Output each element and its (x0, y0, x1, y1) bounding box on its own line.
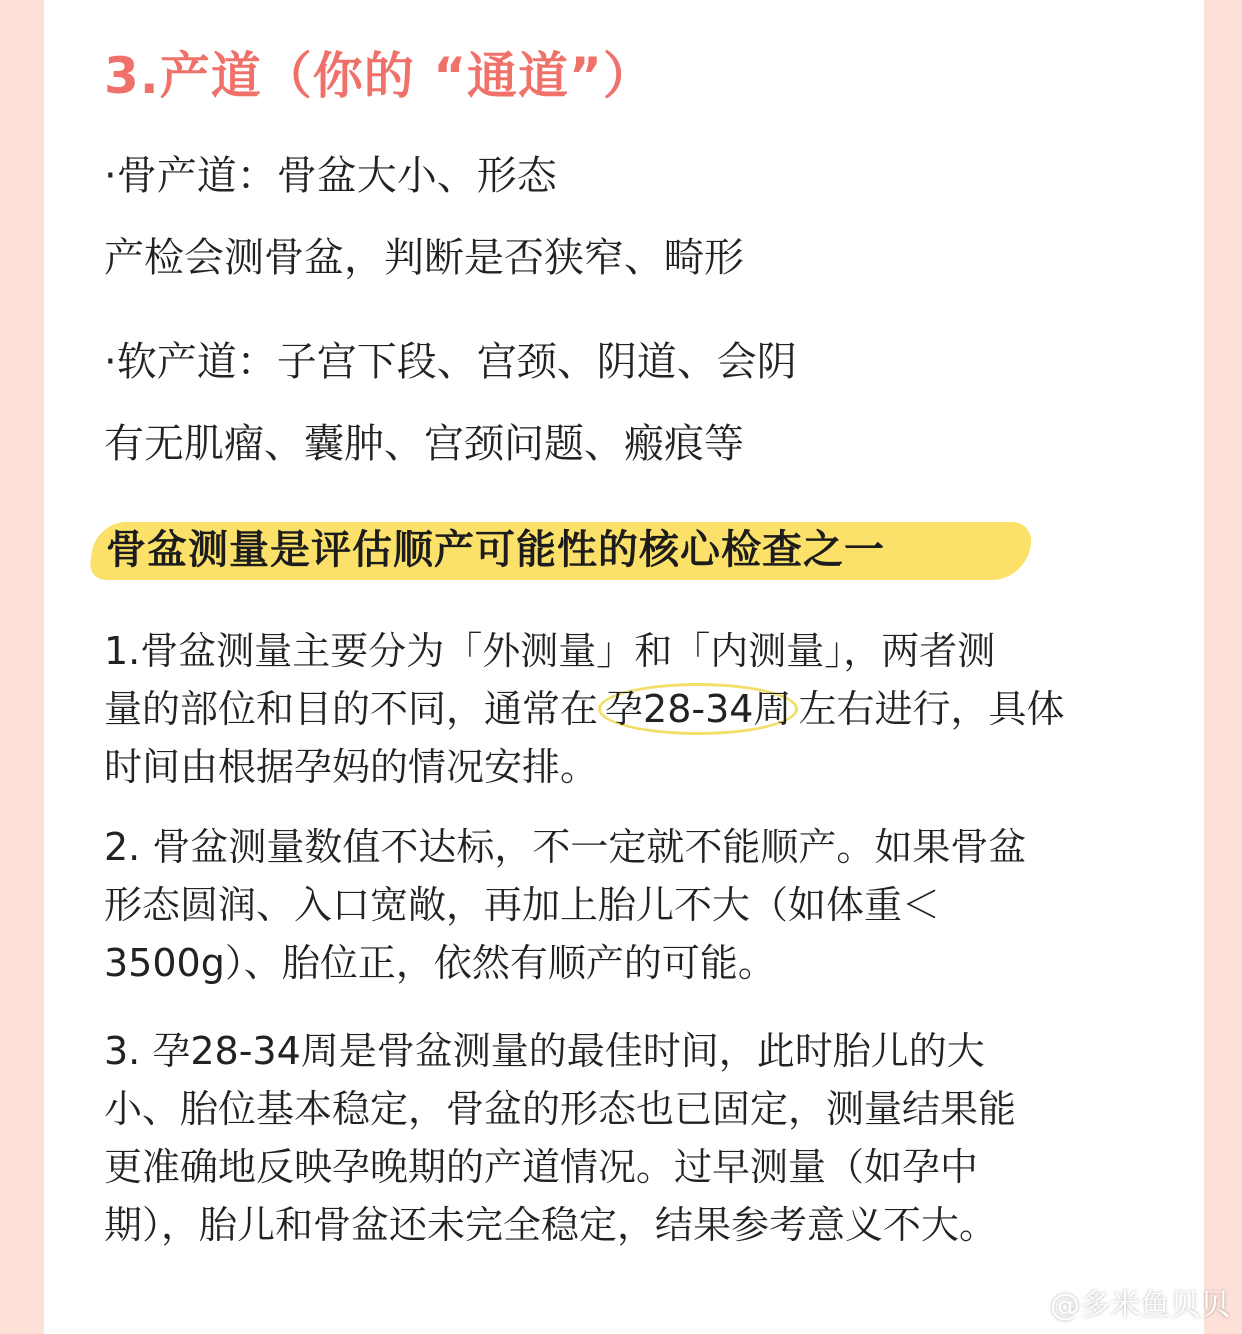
bony-canal-desc: 产检会测骨盆，判断是否狭窄、畸形 (104, 235, 744, 281)
section-heading: 3.产道（你的 “通道”） (104, 47, 654, 105)
point-3-line-3: 更准确地反映孕晚期的产道情况。过早测量（如孕中 (104, 1145, 979, 1189)
point-1-text: 量的部位和目的不同，通常在 (104, 687, 599, 731)
watermark (1016, 1280, 1230, 1324)
point-3-line-4: 期），胎儿和骨盆还未完全稳定，结果参考意义不大。 (104, 1203, 998, 1247)
soft-canal-title: ·软产道：子宫下段、宫颈、阴道、会阴 (104, 339, 797, 385)
point-2-line-3: 3500g）、胎位正，依然有顺产的可能。 (104, 941, 776, 985)
highlight-banner (92, 518, 885, 582)
point-2-line-1: 2. 骨盆测量数值不达标，不一定就不能顺产。如果骨盆 (104, 825, 1027, 869)
watermark-text: @多米鱼贝贝 (1050, 1288, 1230, 1323)
point-1-text-tail: 左右进行，具体 (798, 687, 1065, 731)
point-1-line-1: 1.骨盆测量主要分为「外测量」和「内测量」，两者测 (104, 629, 996, 673)
weibo-logo-icon (1016, 1294, 1046, 1320)
point-2-line-2: 形态圆润、入口宽敞，再加上胎儿不大（如体重＜ (104, 883, 941, 927)
point-1-line-3: 时间由根据孕妈的情况安排。 (104, 745, 599, 789)
point-1-line-2 (104, 680, 1064, 738)
point-3-line-1: 3. 孕28-34周是骨盆测量的最佳时间，此时胎儿的大 (104, 1029, 985, 1073)
bony-canal-title: ·骨产道：骨盆大小、形态 (104, 153, 557, 199)
highlight-text: 骨盆测量是评估顺产可能性的核心检查之一 (106, 527, 885, 573)
soft-canal-desc: 有无肌瘤、囊肿、宫颈问题、瘢痕等 (104, 421, 744, 467)
circled-period: 孕28-34周 (598, 683, 798, 735)
point-3-line-2: 小、胎位基本稳定，骨盆的形态也已固定，测量结果能 (104, 1087, 1017, 1131)
